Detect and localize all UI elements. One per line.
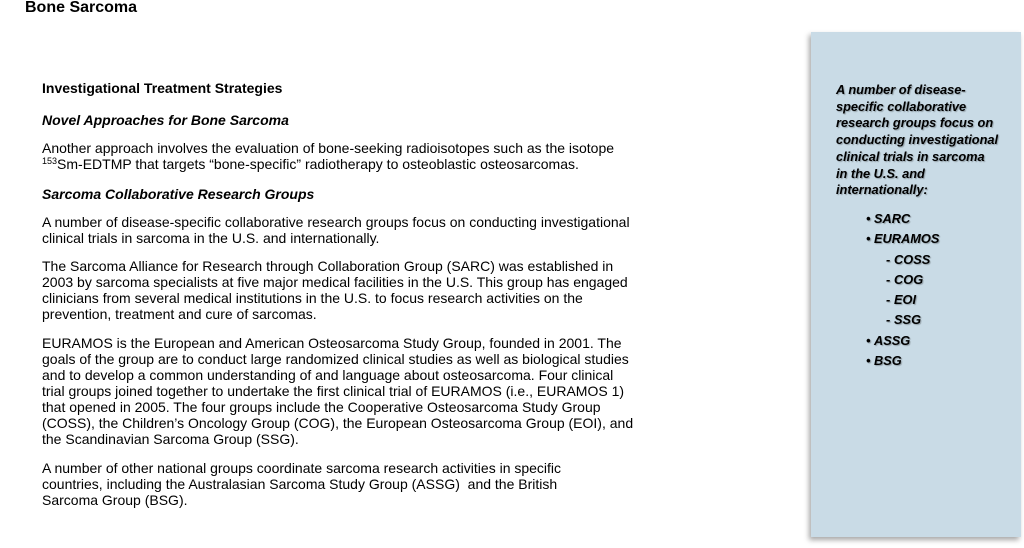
- sidebar-intro-line: clinical trials in sarcoma: [836, 148, 985, 164]
- list-item-label: BSG: [874, 353, 902, 369]
- paragraph-line: Another approach involves the evaluation of bone-seeking radioisotopes such as the isotope: [42, 140, 615, 156]
- list-item-label: SARC: [874, 211, 911, 226]
- subheading-collaborative-groups: Sarcoma Collaborative Research Groups: [42, 186, 315, 202]
- sub-list-item: [811, 250, 939, 270]
- dash-marker: -: [886, 271, 891, 287]
- sub-list-item: [811, 290, 939, 310]
- paragraph-line: A number of disease-specific collaborative research groups focus on conducting investigational: [42, 214, 630, 230]
- bullet-marker: •: [866, 353, 871, 369]
- paragraph-line: EURAMOS is the European and American Osteosarcoma Study Group, founded in 2001. The: [42, 335, 622, 351]
- list-item-label: SSG: [894, 312, 922, 328]
- subheading-novel-approaches: Novel Approaches for Bone Sarcoma: [42, 112, 289, 128]
- sidebar-intro-line: internationally:: [836, 182, 928, 198]
- sub-list-item: [811, 270, 939, 290]
- paragraph-line: A number of other national groups coordinate sarcoma research activities in specific: [42, 460, 562, 476]
- dash-marker: -: [886, 312, 891, 328]
- paragraph-line: 2003 by sarcoma specialists at five major medical facilities in the U.S. This group has engaged: [42, 274, 628, 290]
- dash-marker: -: [886, 292, 891, 308]
- page-title: Bone Sarcoma: [25, 0, 138, 16]
- sidebar-intro-line: research groups focus on: [836, 115, 994, 131]
- sidebar-intro-line: in the U.S. and: [836, 165, 925, 181]
- paragraph-line: clinicians from several medical institutions in the U.S. to focus research activities on the: [42, 290, 583, 306]
- sidebar-intro-line: A number of disease-: [836, 82, 966, 97]
- isotope-superscript: 153: [42, 156, 58, 166]
- paragraph-line: the Scandinavian Sarcoma Group (SSG).: [42, 431, 299, 447]
- paragraph-line: trial groups joined together to undertake the first clinical trial of EURAMOS (i.e., EURAMOS 1): [42, 383, 625, 399]
- list-item-label: EURAMOS: [874, 231, 940, 247]
- sub-list-item: [811, 310, 939, 330]
- paragraph-line: Sarcoma Group (BSG).: [42, 492, 188, 508]
- paragraph-line: countries, including the Australasian Sarcoma Study Group (ASSG) and the British: [42, 476, 558, 492]
- sidebar-callout: [811, 32, 1021, 537]
- paragraph-line: and to develop a common understanding of and language about osteosarcoma. Four clinical: [42, 367, 614, 383]
- paragraph-radioisotopes: [42, 140, 682, 172]
- paragraph-line: [42, 156, 682, 172]
- paragraph-line: prevention, treatment and cure of sarcomas.: [42, 306, 317, 322]
- list-item-label: COG: [894, 271, 924, 287]
- paragraph-line: that opened in 2005. The four groups include the Cooperative Osteosarcoma Study Group: [42, 399, 601, 415]
- list-item-label: EOI: [894, 292, 917, 308]
- paragraph-national-groups: [42, 460, 682, 508]
- list-item: [811, 331, 939, 351]
- dash-marker: -: [886, 251, 891, 267]
- list-item: [811, 229, 939, 249]
- bullet-marker: •: [866, 211, 871, 226]
- sidebar-intro-line: specific collaborative: [836, 98, 967, 114]
- list-item-label: COSS: [894, 251, 931, 267]
- list-item-label: ASSG: [874, 332, 911, 348]
- paragraph-collaborative-groups: [42, 214, 682, 246]
- paragraph-line: (COSS), the Children’s Oncology Group (COG), the European Osteosarcoma Group (EOI), and: [42, 415, 634, 431]
- bullet-marker: •: [866, 332, 871, 348]
- paragraph-euramos: [42, 335, 682, 447]
- sidebar-intro-line: conducting investigational: [836, 132, 999, 148]
- paragraph-line: clinical trials in sarcoma in the U.S. and internationally.: [42, 230, 380, 246]
- section-heading: Investigational Treatment Strategies: [42, 80, 283, 96]
- research-group-list: [811, 209, 939, 371]
- bullet-marker: •: [866, 231, 871, 247]
- list-item: [811, 351, 939, 371]
- paragraph-line-text: Sm-EDTMP that targets “bone-specific” radiotherapy to osteoblastic osteosarcomas.: [57, 156, 579, 172]
- main-content: [42, 80, 682, 508]
- sidebar-intro: [836, 82, 998, 199]
- paragraph-line: goals of the group are to conduct large randomized clinical studies as well as biological studies: [42, 351, 629, 367]
- list-item: [811, 209, 939, 229]
- paragraph-line: The Sarcoma Alliance for Research through Collaboration Group (SARC) was established in: [42, 258, 614, 274]
- paragraph-sarc: [42, 258, 682, 322]
